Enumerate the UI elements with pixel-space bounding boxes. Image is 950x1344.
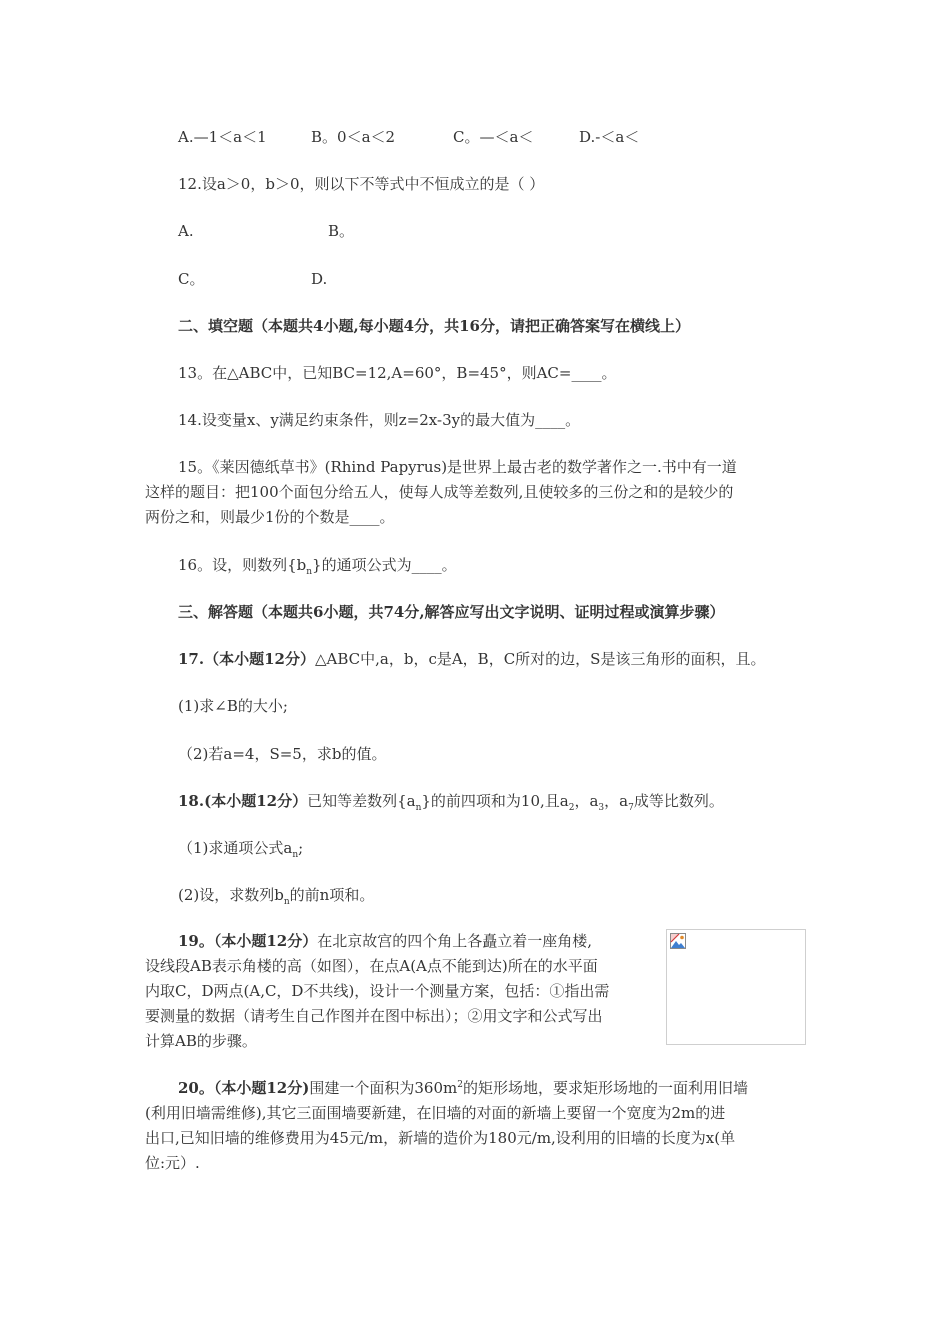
q16-subscript: n — [306, 567, 313, 577]
q19-line-1-text: 在北京故宫的四个角上各矗立着一座角楼, — [317, 932, 593, 950]
q17-text: △ABC中,a，b，c是A，B，C所对的边，S是该三角形的面积，且。 — [314, 650, 766, 668]
q16 — [178, 555, 457, 575]
q18-part-2-post: 的前n项和。 — [289, 886, 375, 904]
q20-line-1-pre: 围建一个面积为360m — [309, 1079, 458, 1097]
q19-line-5: 计算AB的步骤。 — [145, 1032, 257, 1050]
q20-line-1-post: 的矩形场地，要求矩形场地的一面利用旧墙 — [462, 1079, 748, 1097]
broken-image-icon — [670, 933, 686, 949]
q16-pre: 16。设，则数列{b — [178, 556, 307, 574]
q12-option-c: C。 — [178, 270, 205, 288]
q14: 14.设变量x、y满足约束条件，则z=2x-3y的最大值为____。 — [178, 411, 581, 429]
q18-part-1-sub: n — [292, 850, 299, 860]
q20-label: 20。（本小题12分) — [178, 1079, 310, 1097]
q11-options — [178, 127, 639, 147]
q18-part-1 — [178, 838, 303, 858]
q17-part-1: (1)求∠B的大小; — [178, 697, 288, 715]
q19-line-1 — [145, 929, 609, 954]
q18-text-mid: }的前四项和为10,且a — [421, 792, 569, 810]
q11-option-a: A.—1＜a＜1 — [178, 128, 267, 146]
q20-line-4: 位:元）. — [145, 1154, 200, 1172]
q15 — [145, 455, 737, 530]
q18-sub-2: 2 — [568, 803, 575, 813]
q20-line-1 — [145, 1076, 748, 1101]
q12-option-b: B。 — [328, 222, 355, 240]
q12-option-d: D. — [311, 270, 328, 288]
q12-options-ab — [178, 221, 354, 241]
q18-part-1-pre: （1)求通项公式a — [178, 839, 293, 857]
q18-part-1-post: ; — [298, 839, 304, 857]
q11-option-d: D.-＜a＜ — [579, 128, 640, 146]
q15-line-3: 两份之和，则最少1份的个数是____。 — [145, 508, 395, 526]
q15-line-1: 15。《莱因德纸草书》(Rhind Papyrus)是世界上最古老的数学著作之一.书中有一道 — [178, 458, 737, 476]
q19-figure-placeholder — [666, 929, 806, 1045]
q18-part-2-sub: n — [283, 897, 290, 907]
q12-options-cd — [178, 269, 327, 289]
q16-post: }的通项公式为____。 — [312, 556, 457, 574]
q18-part-2-pre: (2)设，求数列b — [178, 886, 284, 904]
section-2-heading: 二、填空题（本题共4小题,每小题4分，共16分，请把正确答案写在横线上） — [178, 317, 690, 335]
q11-option-c: C。—＜a＜ — [453, 128, 534, 146]
q12-stem: 12.设a＞0，b＞0，则以下不等式中不恒成立的是（ ） — [178, 175, 545, 193]
q20-line-3: 出口,已知旧墙的维修费用为45元/m，新墙的造价为180元/m,设利用的旧墙的长度为x(单 — [145, 1129, 736, 1147]
q20-superscript: 2 — [457, 1080, 463, 1090]
q18-part-2 — [178, 885, 374, 905]
q18-sub-n: n — [415, 803, 422, 813]
q19-line-3: 内取C，D两点(A,C，D不共线)，设计一个测量方案，包括：①指出需 — [145, 982, 610, 1000]
q18-sep-2: ，a — [604, 792, 629, 810]
q18-stem — [178, 791, 724, 811]
q18-text-pre: 已知等差数列{a — [307, 792, 416, 810]
q19-line-4: 要测量的数据（请考生自己作图并在图中标出）；②用文字和公式写出 — [145, 1007, 603, 1025]
q19-line-2: 设线段AB表示角楼的高（如图），在点A(A点不能到达)所在的水平面 — [145, 957, 598, 975]
section-3-heading: 三、解答题（本题共6小题，共74分,解答应写出文字说明、证明过程或演算步骤） — [178, 603, 725, 621]
q18-sub-7: 7 — [628, 803, 634, 813]
q18-sep-1: ，a — [574, 792, 599, 810]
q20-line-2: (利用旧墙需维修),其它三面围墙要新建，在旧墙的对面的新墙上要留一个宽度为2m的进 — [145, 1104, 726, 1122]
q15-line-2: 这样的题目：把100个面包分给五人，使每人成等差数列,且使较多的三份之和的是较少的 — [145, 483, 734, 501]
q19 — [145, 929, 609, 1054]
q17-part-2: （2)若a=4，S=5，求b的值。 — [178, 745, 387, 763]
q18-sub-3: 3 — [598, 803, 605, 813]
q20 — [145, 1076, 748, 1176]
q19-label: 19。（本小题12分） — [178, 932, 318, 950]
q13: 13。在△ABC中，已知BC=12,A=60°，B=45°，则AC=____。 — [178, 364, 617, 382]
q18-text-post: 成等比数列。 — [633, 792, 724, 810]
q17-label: 17.（本小题12分） — [178, 650, 315, 668]
q12-option-a: A. — [178, 222, 194, 240]
q17-stem — [178, 649, 765, 669]
q18-label: 18.(本小题12分） — [178, 792, 308, 810]
q11-option-b: B。0＜a＜2 — [311, 128, 396, 146]
